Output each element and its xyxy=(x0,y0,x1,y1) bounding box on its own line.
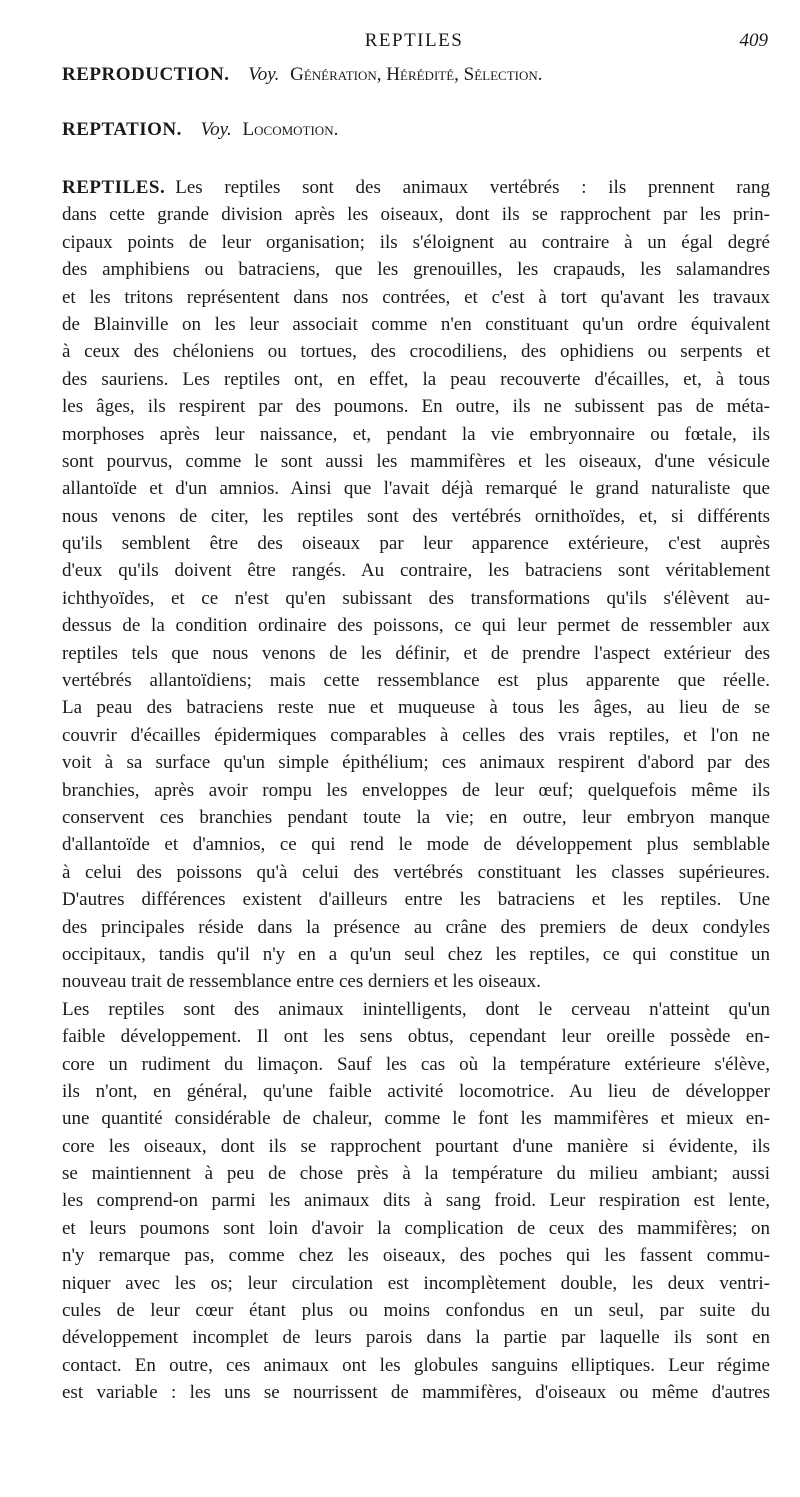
text-line: des amphibiens ou batraciens, que les grenouilles, les crapauds, les salamandres xyxy=(62,259,770,281)
text-line: niquer avec les os; leur circulation est incomplètement double, les deux ventri- xyxy=(62,1272,770,1294)
text-line: Les reptiles sont des animaux inintelligents, dont le cerveau n'atteint qu'un xyxy=(62,998,770,1020)
text-line: core un rudiment du limaçon. Sauf les cas où la température extérieure s'élève, xyxy=(62,1053,770,1075)
running-title: REPTILES xyxy=(364,30,464,51)
entry-headword: REPRODUCTION. xyxy=(62,64,230,85)
text-line-content: Les reptiles sont des animaux vertébrés : ils prennent rang xyxy=(175,177,770,198)
entry-cross-reference: Génération, Hérédité, Sélection. xyxy=(290,64,543,85)
text-line: conservent ces branchies pendant toute la vie; en outre, leur embryon manque xyxy=(62,806,770,828)
text-line: allantoïde et d'un amnios. Ainsi que l'avait déjà remarqué le grand naturaliste que xyxy=(62,478,770,500)
text-line: nous venons de citer, les reptiles sont des vertébrés ornithoïdes, et, si différents xyxy=(62,505,770,527)
entry-cross-reference: Locomotion. xyxy=(242,119,339,140)
text-line: reptiles tels que nous venons de les définir, et de prendre l'aspect extérieur des xyxy=(62,642,770,664)
text-line: développement incomplet de leurs parois dans la partie par laquelle ils sont en xyxy=(62,1327,770,1349)
text-line: et leurs poumons sont loin d'avoir la complication de ceux des mammifères; on xyxy=(62,1217,770,1239)
text-line: couvrir d'écailles épidermiques comparables à celles des vrais reptiles, et l'on ne xyxy=(62,724,770,746)
text-line: voit à sa surface qu'un simple épithélium; ces animaux respirent d'abord par des xyxy=(62,752,770,774)
text-line: une quantité considérable de chaleur, comme le font les mammifères et mieux en- xyxy=(62,1108,770,1130)
text-line: les âges, ils respirent par des poumons. En outre, ils ne subissent pas de méta- xyxy=(62,396,770,418)
text-line: qu'ils semblent être des oiseaux par leur apparence extérieure, c'est auprès xyxy=(62,533,770,555)
text-line: branchies, après avoir rompu les enveloppes de leur œuf; quelquefois même ils xyxy=(62,779,770,801)
entry-see-label: Voy. xyxy=(248,64,280,85)
text-line: à celui des poissons qu'à celui des vertébrés constituant les classes supérieures. xyxy=(62,861,770,883)
page-number: 409 xyxy=(739,30,768,51)
text-line: les comprend-on parmi les animaux dits à sang froid. Leur respiration est lente, xyxy=(62,1190,770,1212)
article-reptiles xyxy=(62,174,770,1407)
article-headword: REPTILES. xyxy=(62,177,166,198)
text-line: n'y remarque pas, comme chez les oiseaux, des poches qui les fassent commu- xyxy=(62,1245,770,1267)
running-head xyxy=(60,30,768,54)
text-line: morphoses après leur naissance, et, pendant la vie embryonnaire ou fœtale, ils xyxy=(62,423,770,445)
text-line: de Blainville on les leur associait comme n'en constituant qu'un ordre équivalent xyxy=(62,313,770,335)
text-line: ils n'ont, en général, qu'une faible activité locomotrice. Au lieu de développer xyxy=(62,1080,770,1102)
text-line: contact. En outre, ces animaux ont les globules sanguins elliptiques. Leur régime xyxy=(62,1354,770,1376)
entry-reproduction xyxy=(62,64,543,86)
text-line: d'eux qu'ils doivent être rangés. Au contraire, les batraciens sont véritablement xyxy=(62,560,770,582)
text-line xyxy=(62,174,770,201)
entry-see-label: Voy. xyxy=(200,119,232,140)
text-line: D'autres différences existent d'ailleurs entre les batraciens et les reptiles. Une xyxy=(62,889,770,911)
text-line: à ceux des chéloniens ou tortues, des crocodiliens, des ophidiens ou serpents et xyxy=(62,341,770,363)
paragraph-2 xyxy=(62,996,770,1407)
text-line: sont pourvus, comme le sont aussi les mammifères et les oiseaux, d'une vésicule xyxy=(62,450,770,472)
text-line: dessus de la condition ordinaire des poissons, ce qui leur permet de ressembler aux xyxy=(62,615,770,637)
text-line: cules de leur cœur étant plus ou moins confondus en un seul, par suite du xyxy=(62,1300,770,1322)
text-line: faible développement. Il ont les sens obtus, cependant leur oreille possède en- xyxy=(62,1026,770,1048)
text-line: se maintiennent à peu de chose près à la température du milieu ambiant; aussi xyxy=(62,1163,770,1185)
text-line: des principales réside dans la présence au crâne des premiers de deux condyles xyxy=(62,916,770,938)
text-line: et les tritons représentent dans nos contrées, et c'est à tort qu'avant les travaux xyxy=(62,286,770,308)
text-line: vertébrés allantoïdiens; mais cette ressemblance est plus apparente que réelle. xyxy=(62,670,770,692)
text-line: d'allantoïde et d'amnios, ce qui rend le mode de développement plus semblable xyxy=(62,834,770,856)
text-line: cipaux points de leur organisation; ils s'éloignent au contraire à un égal degré xyxy=(62,231,770,253)
text-line: core les oiseaux, dont ils se rapprochent pourtant d'une manière si évidente, ils xyxy=(62,1135,770,1157)
text-line: ichthyoïdes, et ce n'est qu'en subissant des transformations qu'ils s'élèvent au- xyxy=(62,587,770,609)
text-line: nouveau trait de ressemblance entre ces derniers et les oiseaux. xyxy=(62,971,542,993)
text-line: est variable : les uns se nourrissent de mammifères, d'oiseaux ou même d'autres xyxy=(62,1382,770,1404)
text-line: occipitaux, tandis qu'il n'y en a qu'un seul chez les reptiles, ce qui constitue un xyxy=(62,943,770,965)
entry-reptation xyxy=(62,119,338,141)
text-line: La peau des batraciens reste nue et muqueuse à tous les âges, au lieu de se xyxy=(62,697,770,719)
text-line: des sauriens. Les reptiles ont, en effet, la peau recouverte d'écailles, et, à tous xyxy=(62,368,770,390)
entry-headword: REPTATION. xyxy=(62,119,182,140)
paragraph-1 xyxy=(62,174,770,996)
text-line: dans cette grande division après les oiseaux, dont ils se rapprochent par les prin- xyxy=(62,204,770,226)
